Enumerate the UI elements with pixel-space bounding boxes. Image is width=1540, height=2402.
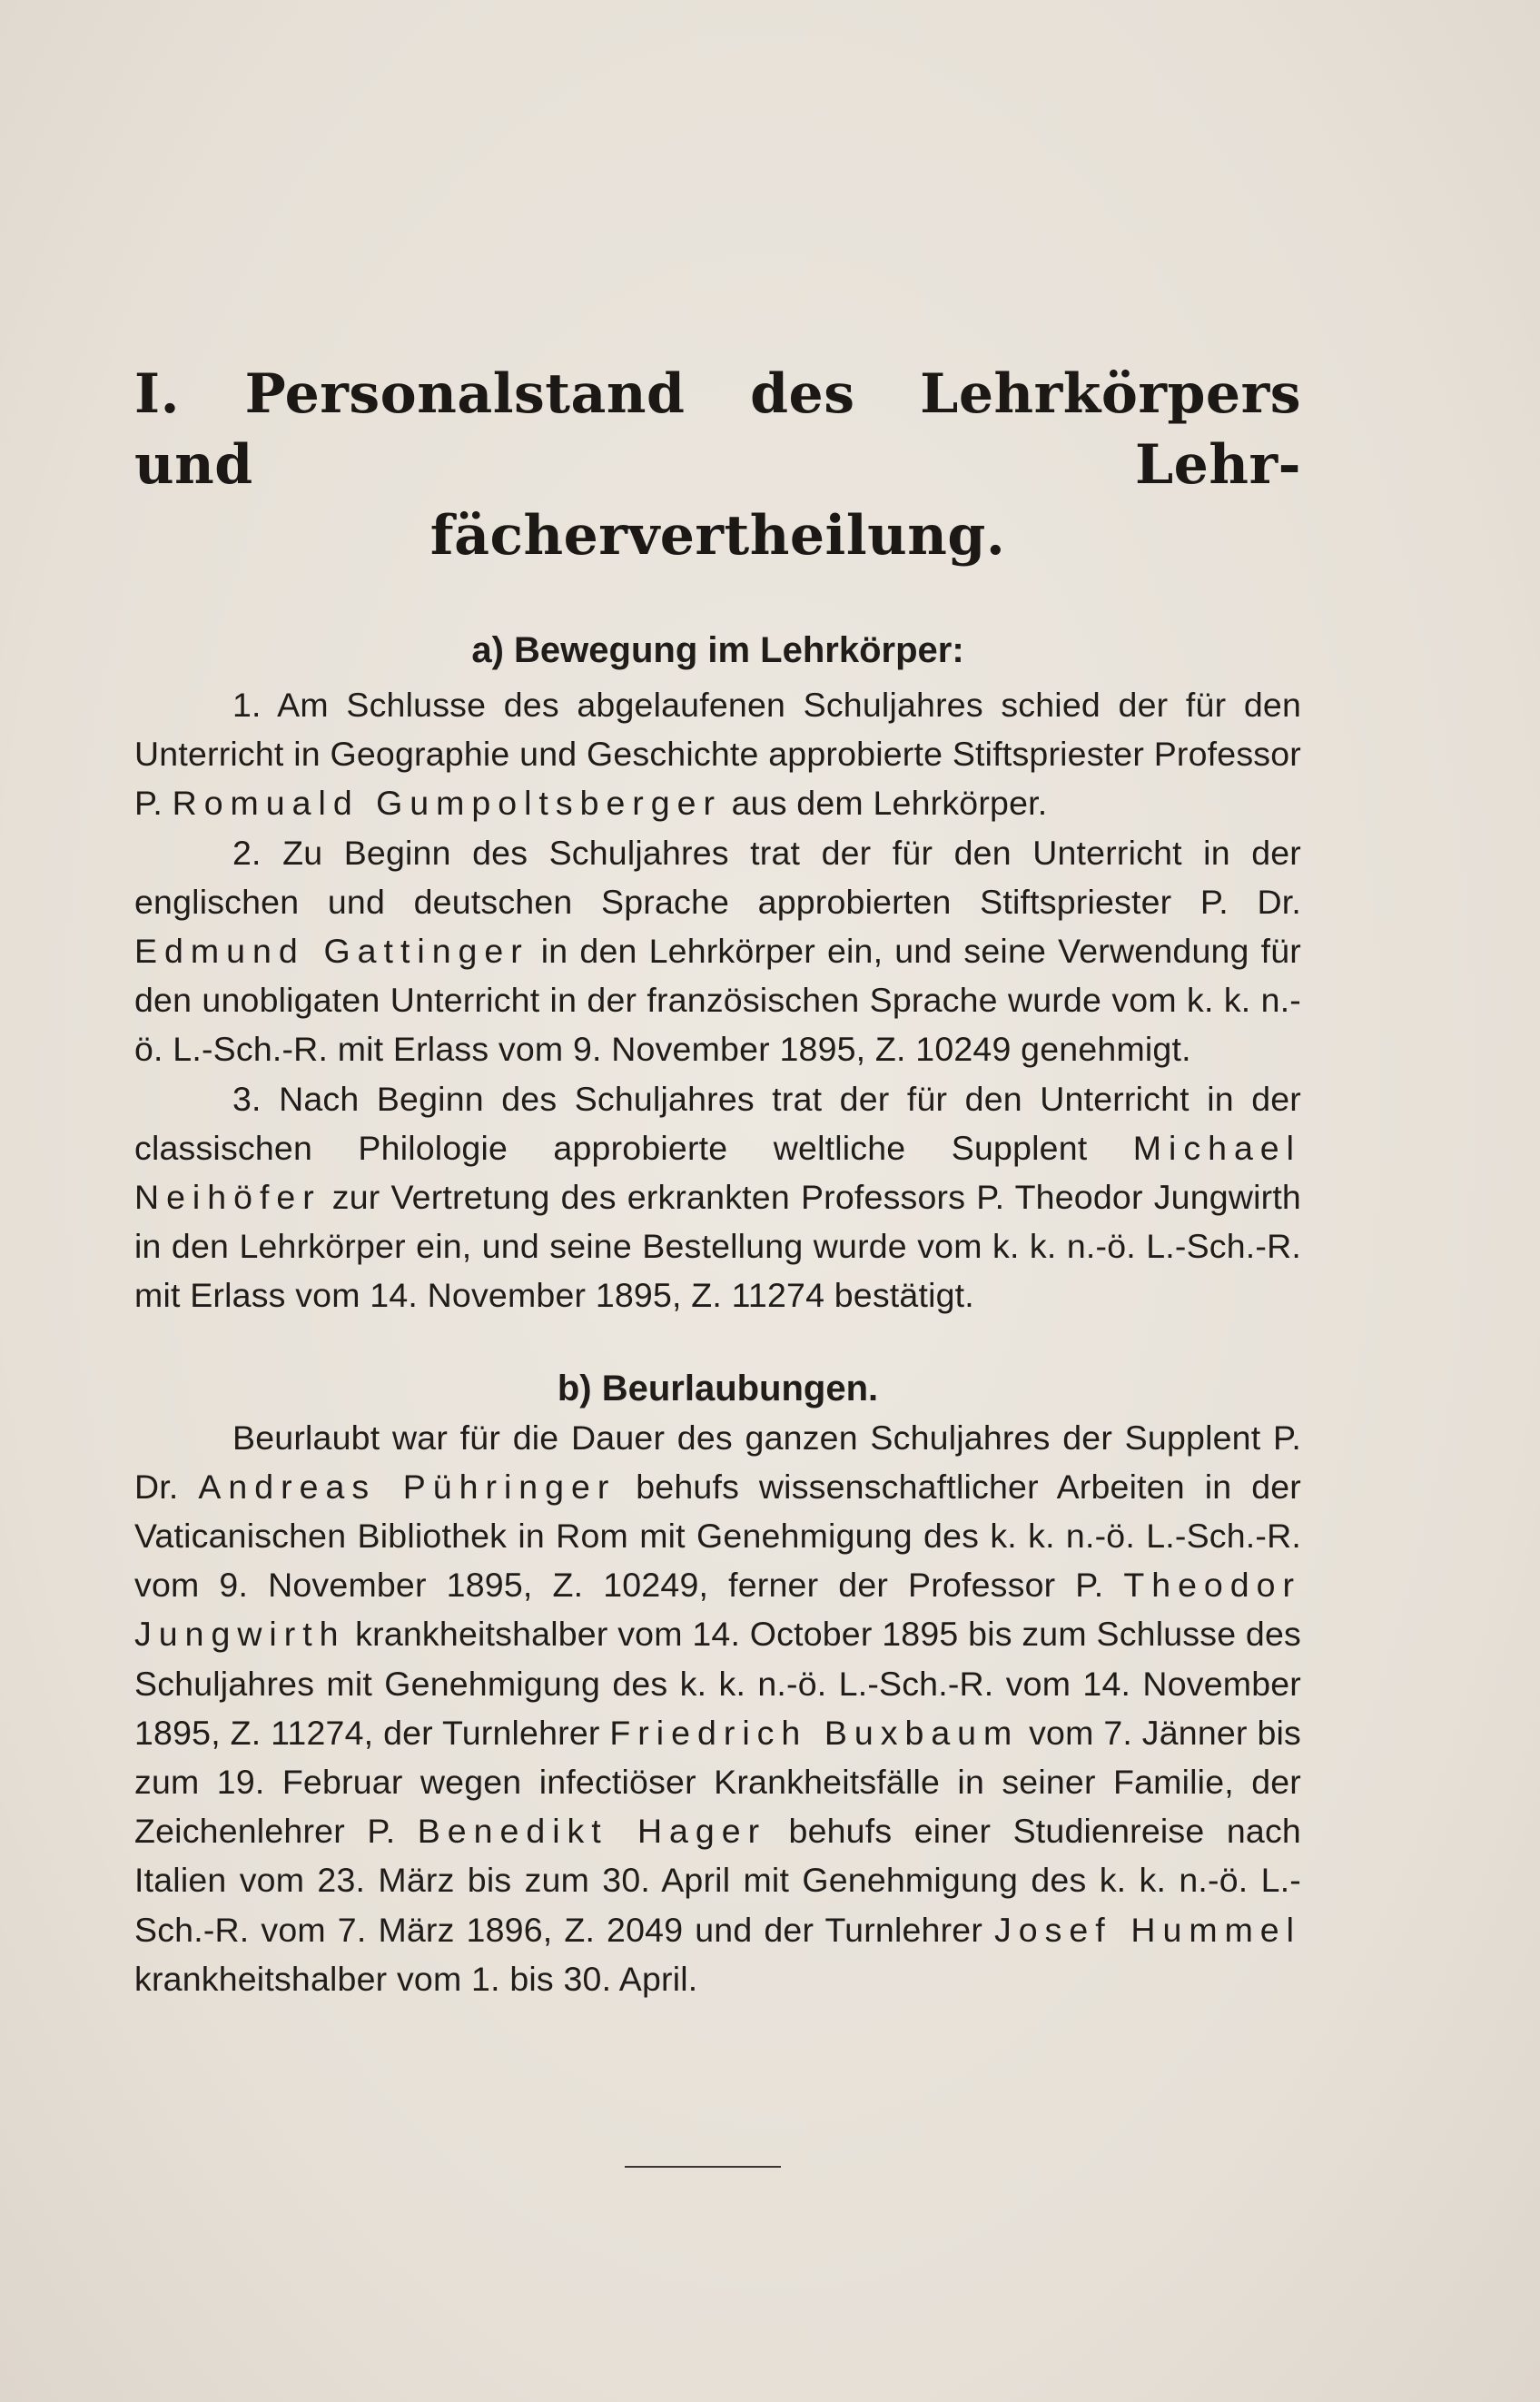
- page-title: [134, 359, 1301, 571]
- person-name: Michael Neihöfer: [134, 1128, 1301, 1217]
- text-block: [134, 359, 1301, 2003]
- title-line-1: I. Personalstand des Lehrkörpers und Lehr-: [134, 362, 1301, 497]
- person-name: Edmund Gattinger: [134, 932, 529, 971]
- end-rule-divider: [625, 2166, 781, 2168]
- paragraph-2: [134, 828, 1301, 1074]
- person-name: Friedrich Buxbaum: [609, 1713, 1020, 1752]
- person-name: Romuald Gumpoltsberger: [172, 784, 722, 823]
- paragraph-text: zur Vertretung des erkrankten Professors P. Theodor Jungwirth in den Lehrkörper ein, und seine Bestellung wurde vom k. k. n.-ö. L.-Sch.-R. mit Erlass vom 14. November 1895, Z. 11274 bestätigt.: [134, 1178, 1301, 1315]
- paragraph-text: in den Lehrkörper ein, und seine Verwendung für den unobligaten Unterricht in der französischen Sprache wurde vom k. k. n.-ö. L.-Sch.-R. mit Erlass vom 9. November 1895, Z. 10249 genehmigt.: [134, 932, 1301, 1069]
- paragraph-text: krankheitshalber vom 1. bis 30. April.: [134, 1959, 698, 1998]
- paragraph-text: aus dem Lehrkörper.: [722, 784, 1048, 823]
- section-a-heading: a) Bewegung im Lehrkörper:: [471, 630, 964, 670]
- paragraph-text: krankheitshalber vom 14. October 1895 bis zum Schlusse des Schuljahres mit Genehmigung des k. k. n.-ö. L.-Sch.-R. vom 14. November 1895, Z. 11274, der Turnlehrer: [134, 1615, 1301, 1752]
- paragraph-text: behufs einer Studienreise nach Italien vom 23. März bis zum 30. April mit Genehmigung des k. k. n.-ö. L.-Sch.-R. vom 7. März 1896, Z. 2049 und der Turnlehrer: [134, 1812, 1301, 1949]
- paragraph-text: 3. Nach Beginn des Schuljahres trat der für den Unterricht in der classischen Philologie approbierte weltliche Supplent: [134, 1079, 1301, 1167]
- person-name: Andreas Pühringer: [198, 1467, 617, 1506]
- title-line-2: fächervertheilung.: [429, 504, 1006, 568]
- paragraph-text: Beurlaubt war für die Dauer des ganzen Schuljahres der Supplent P. Dr.: [134, 1418, 1301, 1506]
- paragraph-text: 1. Am Schlusse des abgelaufenen Schuljahres schied der für den Unterricht in Geographie und Geschichte approbierte Stiftspriester Professor P.: [134, 686, 1301, 823]
- paragraph-beurlaubungen: [134, 1413, 1301, 2003]
- paragraph-3: [134, 1074, 1301, 1320]
- paragraph-text: 2. Zu Beginn des Schuljahres trat der für den Unterricht in der englischen und deutschen Sprache approbierten Stiftspriester P. Dr.: [134, 833, 1301, 921]
- person-name: Benedikt Hager: [417, 1812, 767, 1851]
- paragraph-1: [134, 680, 1301, 828]
- person-name: Josef Hummel: [994, 1910, 1301, 1949]
- paragraph-text: vom 7. Jänner bis zum 19. Februar wegen infectiöser Krankheitsfälle in seiner Familie, der Zeichenlehrer P.: [134, 1713, 1301, 1851]
- person-name: Theodor Jungwirth: [134, 1566, 1301, 1654]
- section-b-heading: b) Beurlaubungen.: [557, 1368, 879, 1409]
- paragraph-text: behufs wissenschaftlicher Arbeiten in der Vaticanischen Bibliothek in Rom mit Genehmigung des k. k. n.-ö. L.-Sch.-R. vom 9. November 1895, Z. 10249, ferner der Professor P.: [134, 1467, 1301, 1605]
